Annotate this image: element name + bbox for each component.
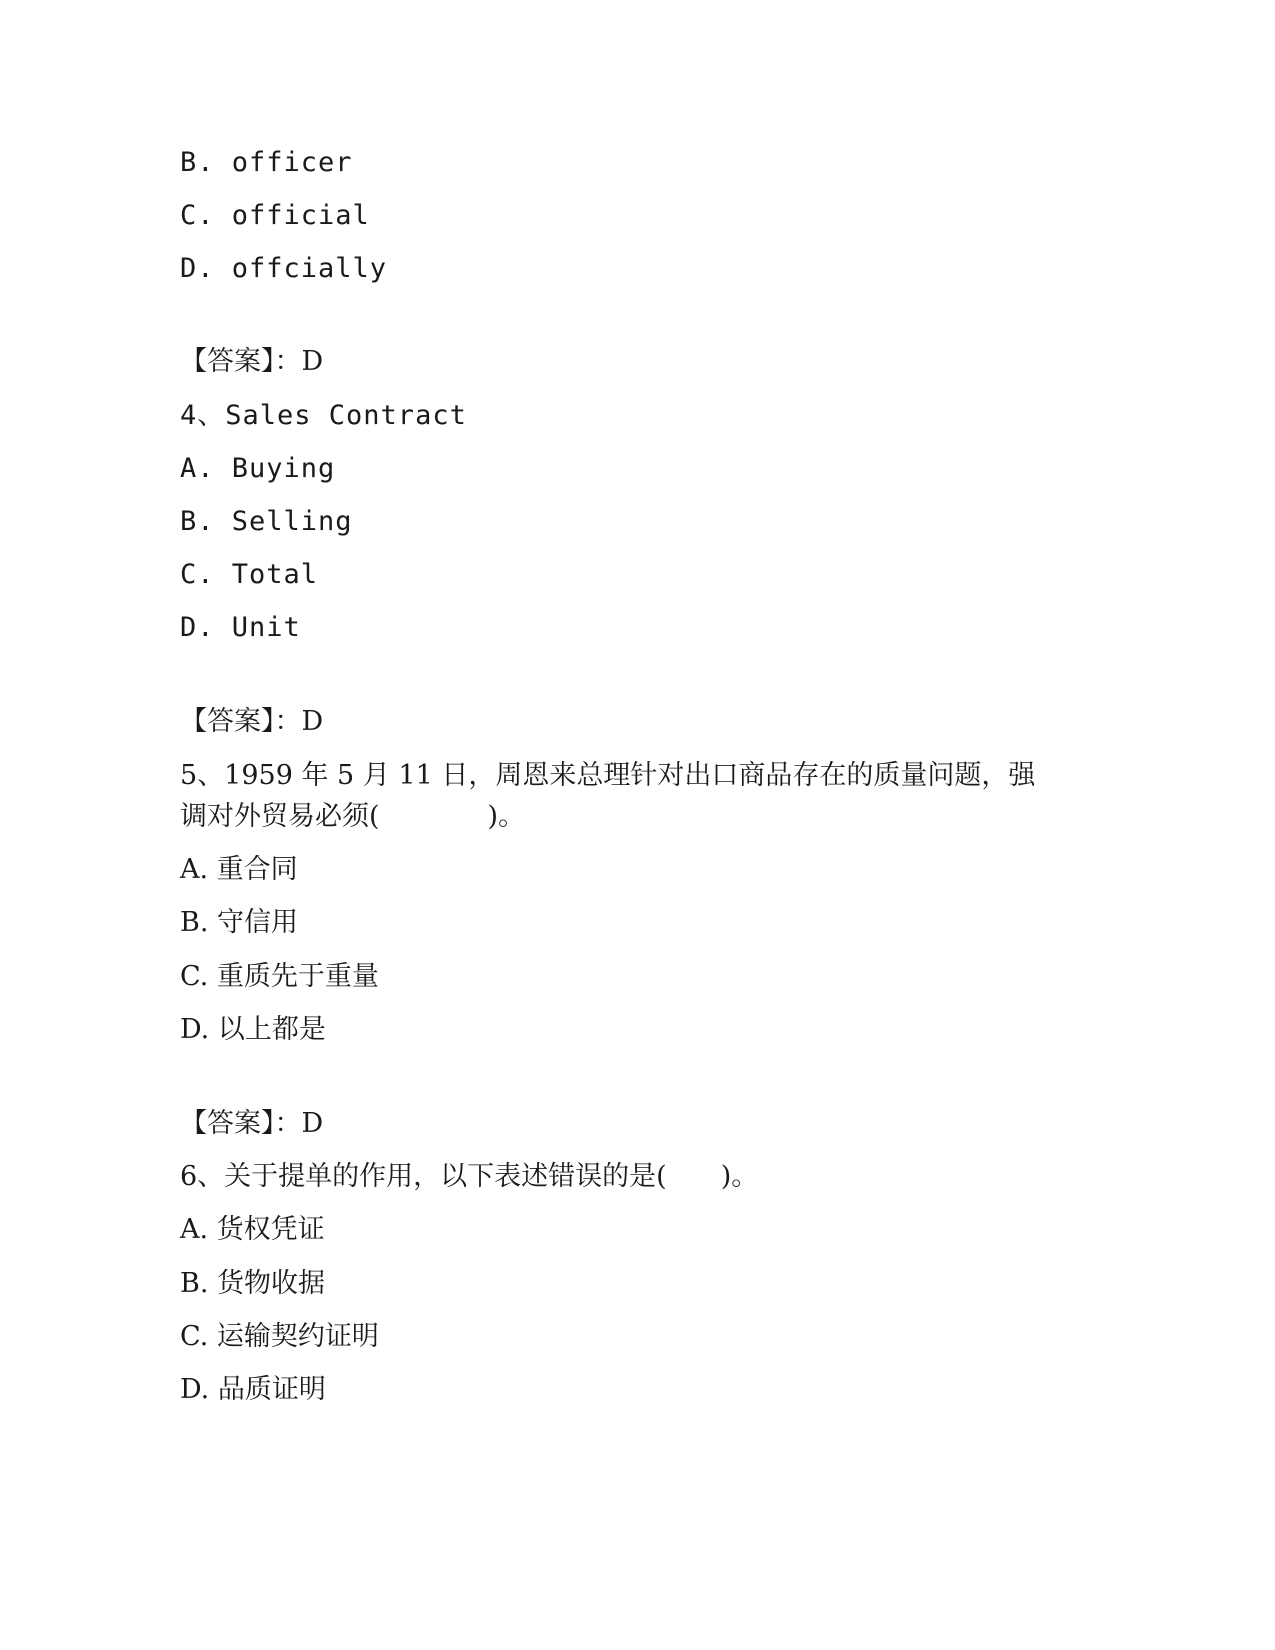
q4-option-b: B. Selling [180, 506, 353, 537]
q4-answer: 【答案】：D [180, 706, 324, 737]
q5-question-line1: 5、1959 年 5 月 11 日，周恩来总理针对出口商品存在的质量问题，强 [180, 760, 1036, 791]
q4-option-a: A. Buying [180, 453, 336, 484]
q5-option-a: A. 重合同 [180, 854, 298, 885]
q5-option-d: D. 以上都是 [180, 1014, 326, 1045]
q4-option-c: C. Total [180, 559, 319, 590]
q4-option-d: D. Unit [180, 612, 301, 643]
q6-option-c: C. 运输契约证明 [180, 1321, 379, 1352]
q3-option-d: D. offcially [180, 253, 388, 284]
q5-question-line2: 调对外贸易必须( )。 [180, 801, 526, 832]
q6-option-d: D. 品质证明 [180, 1374, 326, 1405]
q5-answer: 【答案】：D [180, 1108, 324, 1139]
q3-option-b: B. officer [180, 147, 353, 178]
q3-answer: 【答案】：D [180, 346, 324, 377]
q4-question: 4、Sales Contract [180, 400, 467, 431]
q6-question: 6、关于提单的作用，以下表述错误的是( )。 [180, 1161, 759, 1192]
q5-option-c: C. 重质先于重量 [180, 961, 379, 992]
q3-option-c: C. official [180, 200, 370, 231]
q6-option-a: A. 货权凭证 [180, 1214, 325, 1245]
q6-option-b: B. 货物收据 [180, 1268, 326, 1299]
q5-option-b: B. 守信用 [180, 907, 299, 938]
